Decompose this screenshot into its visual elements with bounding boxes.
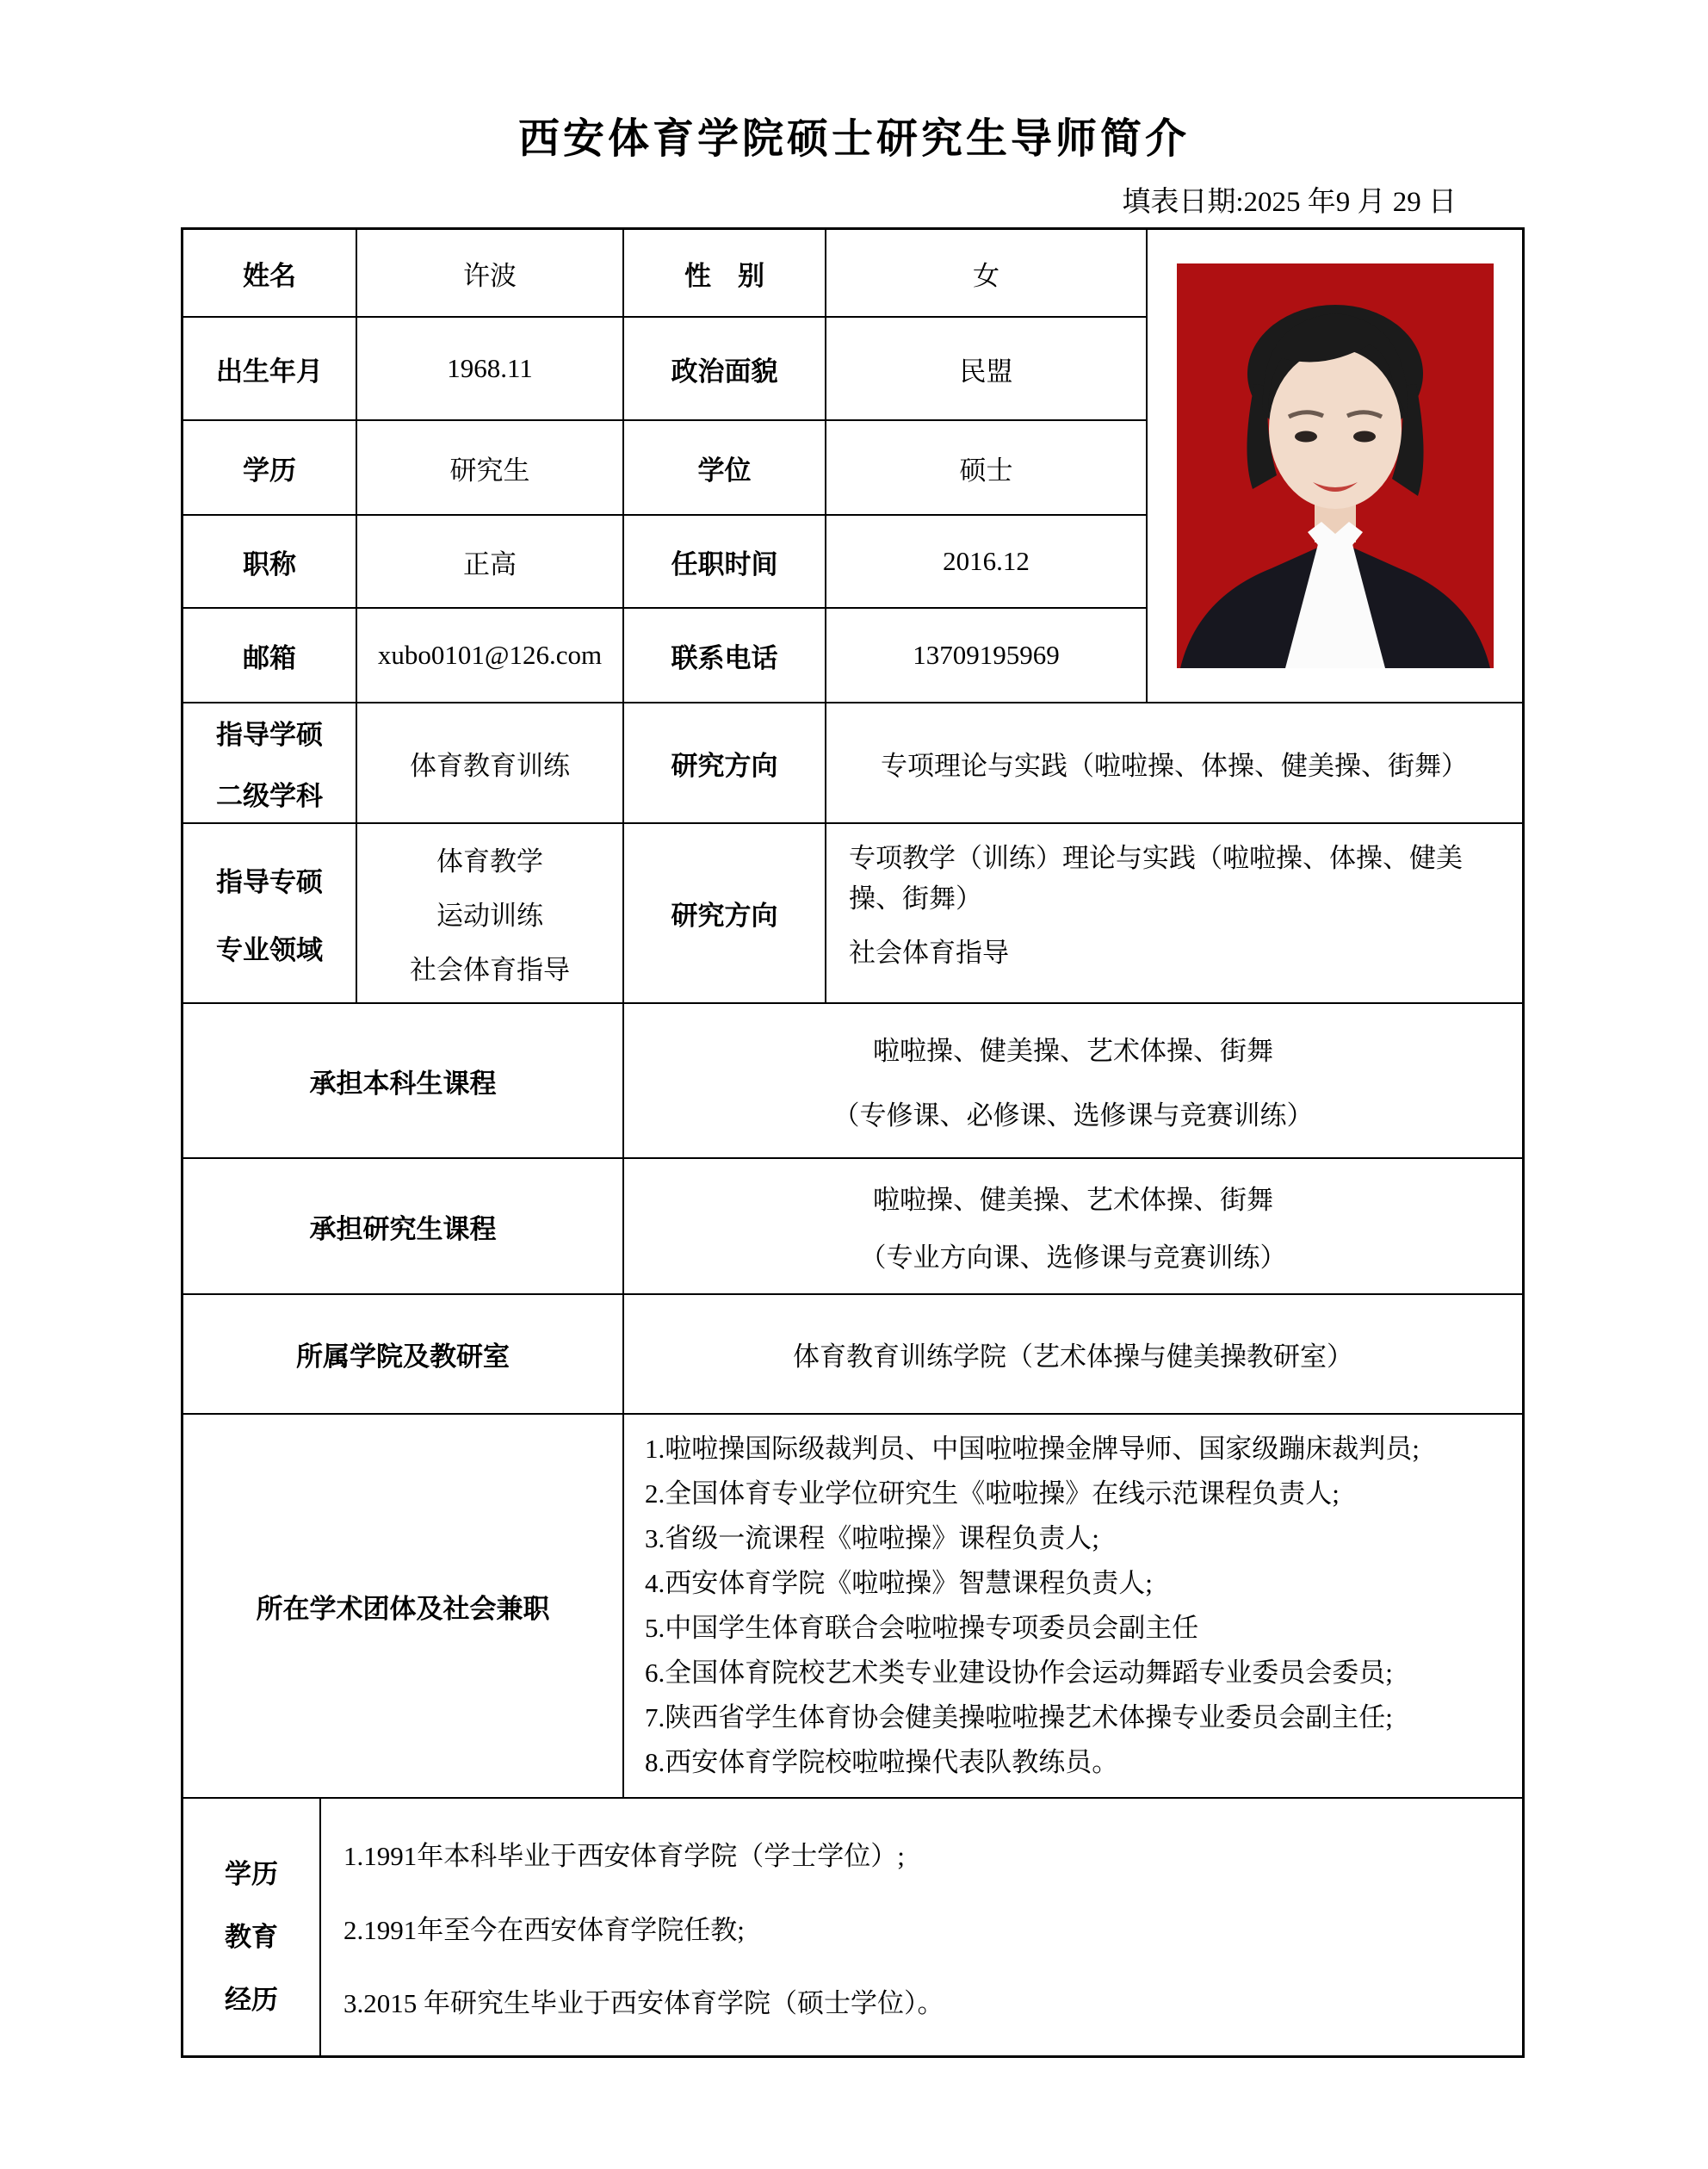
field-item: 体育教学 <box>436 846 543 877</box>
basic-info-section <box>183 230 1522 703</box>
gender-value: 女 <box>826 230 1148 318</box>
right-eye <box>1353 431 1376 443</box>
basic-info-grid <box>183 230 1148 703</box>
graduate-courses-label: 承担研究生课程 <box>183 1159 624 1293</box>
research-direction-label: 研究方向 <box>624 824 826 1002</box>
memberships-list <box>624 1415 1522 1797</box>
gender-label: 性 别 <box>624 230 826 318</box>
label-line: 学历 <box>225 1858 278 1889</box>
title-label: 职称 <box>183 516 357 609</box>
education-history-label <box>183 1799 321 2055</box>
page-title: 西安体育学院硕士研究生导师简介 <box>517 116 1190 162</box>
affiliation-row <box>183 1295 1522 1415</box>
table-row <box>183 421 1148 516</box>
education-history-list <box>321 1799 1522 2055</box>
list-item: 5.中国学生体育联合会啦啦操专项委员会副主任 <box>645 1613 1199 1643</box>
list-item: 4.西安体育学院《啦啦操》智慧课程负责人; <box>645 1568 1153 1598</box>
portrait-illustration <box>1177 263 1494 668</box>
memberships-label: 所在学术团体及社会兼职 <box>183 1415 624 1797</box>
phone-value: 13709195969 <box>826 609 1148 703</box>
graduate-courses-row <box>183 1159 1522 1295</box>
field-item: 社会体育指导 <box>410 955 570 985</box>
birth-label: 出生年月 <box>183 318 357 421</box>
courses-line: 啦啦操、健美操、艺术体操、街舞 <box>873 1185 1273 1215</box>
appointment-label: 任职时间 <box>624 516 826 609</box>
education-history-row <box>183 1799 1522 2055</box>
email-value: xubo0101@126.com <box>357 609 624 703</box>
list-item: 6.全国体育院校艺术类专业建设协作会运动舞蹈专业委员会委员; <box>645 1658 1393 1688</box>
label-line: 指导专硕 <box>216 866 323 897</box>
supervisor-photo <box>1177 263 1494 668</box>
table-row <box>183 318 1148 421</box>
degree-label: 学位 <box>624 421 826 516</box>
professional-master-label <box>183 824 357 1002</box>
professional-master-row <box>183 824 1522 1004</box>
face <box>1269 349 1402 509</box>
label-line: 二级学科 <box>216 781 323 811</box>
name-label: 姓名 <box>183 230 357 318</box>
academic-master-label <box>183 703 357 822</box>
label-line: 指导学硕 <box>216 720 323 750</box>
form-date: 填表日期:2025 年9 月 29 日 <box>1122 187 1457 218</box>
supervisor-form-table <box>181 227 1525 2058</box>
label-line: 教育 <box>225 1921 278 1952</box>
birth-value: 1968.11 <box>357 318 624 421</box>
political-value: 民盟 <box>826 318 1148 421</box>
email-label: 邮箱 <box>183 609 357 703</box>
academic-research-direction: 专项理论与实践（啦啦操、体操、健美操、街舞） <box>881 750 1468 781</box>
edu-level-label: 学历 <box>183 421 357 516</box>
undergraduate-courses-label: 承担本科生课程 <box>183 1004 624 1157</box>
list-item: 1.啦啦操国际级裁判员、中国啦啦操金牌导师、国家级蹦床裁判员; <box>645 1434 1420 1464</box>
left-eye <box>1295 431 1317 443</box>
table-row <box>183 516 1148 609</box>
appointment-value: 2016.12 <box>826 516 1148 609</box>
degree-value: 硕士 <box>826 421 1148 516</box>
courses-line: （专业方向课、选修课与竞赛训练） <box>859 1243 1287 1273</box>
label-line: 专业领域 <box>216 934 323 965</box>
list-item: 1.1991年本科毕业于西安体育学院（学士学位）; <box>343 1840 905 1871</box>
list-item: 2.1991年至今在西安体育学院任教; <box>343 1914 745 1945</box>
field-item: 运动训练 <box>436 901 543 931</box>
courses-line: 啦啦操、健美操、艺术体操、街舞 <box>873 1036 1273 1067</box>
memberships-row <box>183 1415 1522 1799</box>
table-row <box>183 609 1148 703</box>
academic-master-row <box>183 703 1522 824</box>
list-item: 7.陕西省学生体育协会健美操啦啦操艺术体操专业委员会副主任; <box>645 1702 1393 1732</box>
affiliation-value: 体育教育训练学院（艺术体操与健美操教研室） <box>793 1342 1353 1372</box>
name-value: 许波 <box>357 230 624 318</box>
photo-cell <box>1148 230 1522 703</box>
undergraduate-courses-row <box>183 1004 1522 1159</box>
list-item: 8.西安体育学院校啦啦操代表队教练员。 <box>645 1747 1119 1777</box>
direction-paragraph: 社会体育指导 <box>849 938 1009 968</box>
professional-fields <box>357 824 624 1002</box>
courses-line: （专修课、必修课、选修课与竞赛训练） <box>832 1100 1314 1131</box>
label-line: 经历 <box>225 1984 278 2015</box>
professional-research-direction <box>826 824 1522 1002</box>
graduate-courses-value <box>624 1159 1522 1293</box>
undergraduate-courses-value <box>624 1004 1522 1157</box>
affiliation-label: 所属学院及教研室 <box>183 1295 624 1413</box>
list-item: 2.全国体育专业学位研究生《啦啦操》在线示范课程负责人; <box>645 1478 1340 1509</box>
research-direction-label: 研究方向 <box>624 703 826 822</box>
phone-label: 联系电话 <box>624 609 826 703</box>
edu-level-value: 研究生 <box>357 421 624 516</box>
list-item: 3.2015 年研究生毕业于西安体育学院（硕士学位）。 <box>343 1988 944 2019</box>
academic-discipline: 体育教育训练 <box>357 703 624 822</box>
list-item: 3.省级一流课程《啦啦操》课程负责人; <box>645 1523 1099 1553</box>
direction-paragraph: 专项教学（训练）理论与实践（啦啦操、体操、健美操、街舞） <box>849 843 1463 914</box>
political-label: 政治面貌 <box>624 318 826 421</box>
title-value: 正高 <box>357 516 624 609</box>
table-row <box>183 230 1148 318</box>
